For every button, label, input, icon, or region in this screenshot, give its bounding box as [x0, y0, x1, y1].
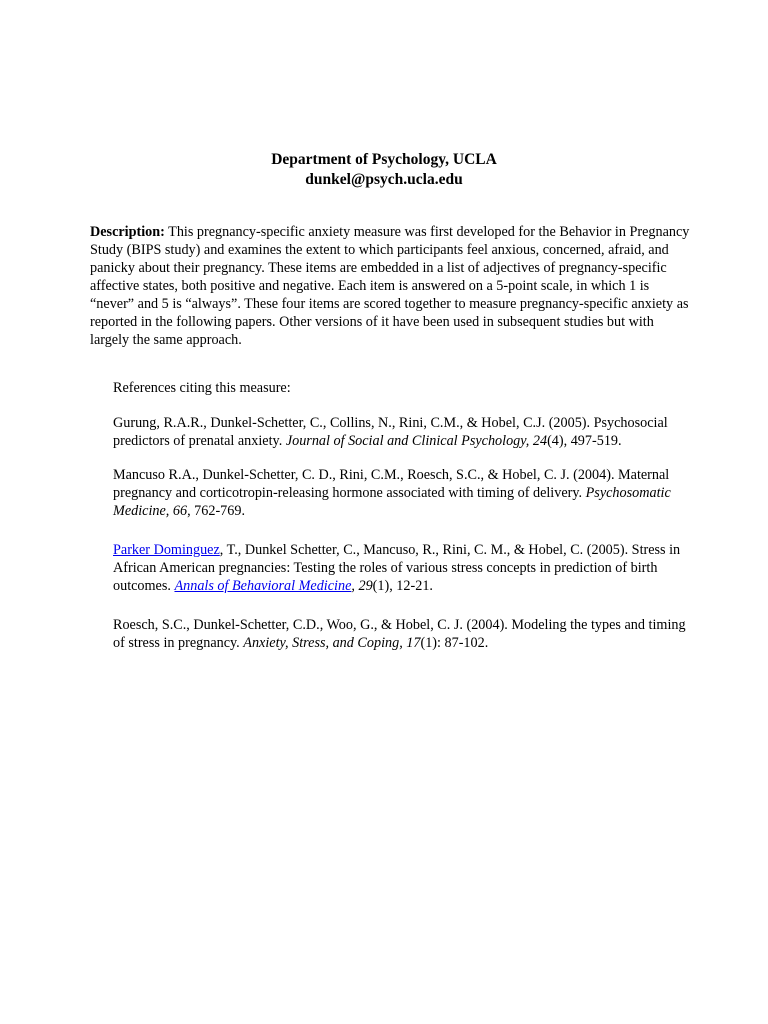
journal-link[interactable]: Annals of Behavioral Medicine — [174, 578, 352, 594]
description-paragraph — [90, 223, 690, 349]
reference-journal: Anxiety, Stress, and Coping, 17 — [243, 635, 421, 651]
reference-authors: Mancuso R.A., Dunkel-Schetter, C. D., Rini, C.M., Roesch, S.C., & Hobel, C. J. (2004). Maternal pregnancy and corticotropin-releasing hormone associated with timing of delivery. — [113, 467, 670, 501]
reference-pages: (4), 497-519. — [547, 433, 622, 449]
author-link[interactable]: Parker Dominguez — [113, 542, 220, 558]
reference-item-parker-dominguez — [113, 541, 693, 595]
reference-authors: Gurung, R.A.R., Dunkel-Schetter, C., Collins, N., Rini, C.M., & Hobel, C.J. (2005). Psychosocial predictors of prenatal anxiety. — [113, 415, 668, 449]
department-title: Department of Psychology, UCLA — [271, 151, 497, 168]
reference-authors: Roesch, S.C., Dunkel-Schetter, C.D., Woo, G., & Hobel, C. J. (2004). Modeling the types and timing of stress in pregnancy. — [113, 617, 686, 651]
description-text: This pregnancy-specific anxiety measure was first developed for the Behavior in Pregnancy Study (BIPS study) and examines the extent to which participants feel anxious, concerned, afraid, and panicky about their pregnancy. These items are embedded in a list of adjectives of pregnancy-specific affective states, both positive and negative. Each item is answered on a 5-point scale, in which 1 is “never” and 5 is “always”. These four items are scored together to measure pregnancy-specific anxiety as reported in the following papers. Other versions of it have been used in subsequent studies but with largely the same approach. — [90, 224, 690, 348]
reference-journal: Journal of Social and Clinical Psychology, 24 — [285, 433, 548, 449]
references-section — [113, 379, 693, 668]
contact-email: dunkel@psych.ucla.edu — [305, 171, 463, 188]
reference-journal: Psychosomatic Medicine, 66 — [113, 485, 671, 519]
reference-item-mancuso — [113, 466, 693, 520]
reference-authors: , T., Dunkel Schetter, C., Mancuso, R., Rini, C. M., & Hobel, C. (2005). Stress in African American pregnancies: Testing the roles of various stress concepts in prediction of birth outcomes. — [113, 542, 681, 594]
references-heading: References citing this measure: — [113, 380, 291, 396]
description-label: Description: — [90, 224, 165, 240]
reference-item-gurung — [113, 414, 693, 450]
document-header — [0, 150, 768, 190]
reference-pages: (1), 12-21. — [372, 578, 433, 594]
reference-pages: (1): 87-102. — [420, 635, 489, 651]
reference-pages: , 762-769. — [187, 503, 245, 519]
reference-item-roesch — [113, 616, 693, 652]
reference-volume: , 29 — [351, 578, 373, 594]
